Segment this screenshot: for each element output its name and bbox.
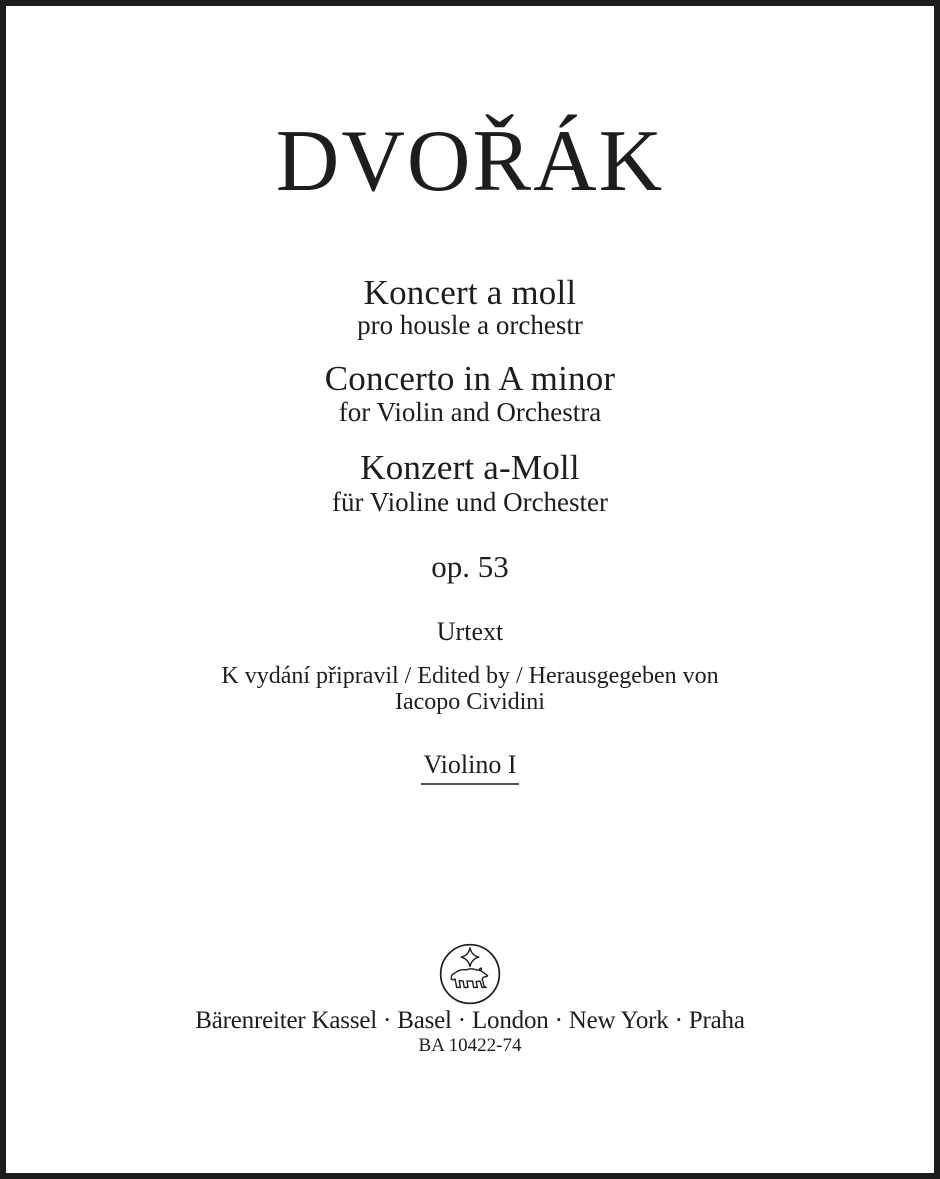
barenreiter-logo: [438, 942, 502, 1006]
part-name-wrap: [6, 752, 934, 785]
subtitle-english: for Violin and Orchestra: [338, 397, 602, 427]
editor-name: Iacopo Cividini: [395, 689, 545, 715]
part-name: Violino I: [421, 752, 518, 785]
subtitle-german: für Violine und Orchester: [331, 487, 609, 517]
edition-type-label: Urtext: [436, 617, 504, 646]
logo-circle: [441, 945, 500, 1004]
title-english: Concerto in A minor: [324, 359, 616, 398]
opus-number: op. 53: [431, 549, 509, 584]
publisher-logo-area: [6, 942, 934, 1011]
subtitle-czech: pro housle a orchestr: [357, 310, 583, 340]
editor-credit-line: K vydání připravil / Edited by / Herausgegeben von: [221, 663, 719, 689]
composer-name: DVOŘÁK: [275, 113, 665, 210]
title-czech: Koncert a moll: [363, 273, 577, 312]
catalog-number: BA 10422-74: [418, 1035, 522, 1056]
publisher-cities-line: Bärenreiter Kassel · Basel · London · New York · Praha: [195, 1007, 745, 1034]
star-icon: [461, 948, 479, 967]
bear-icon: [451, 968, 487, 987]
title-german: Konzert a-Moll: [360, 448, 580, 487]
